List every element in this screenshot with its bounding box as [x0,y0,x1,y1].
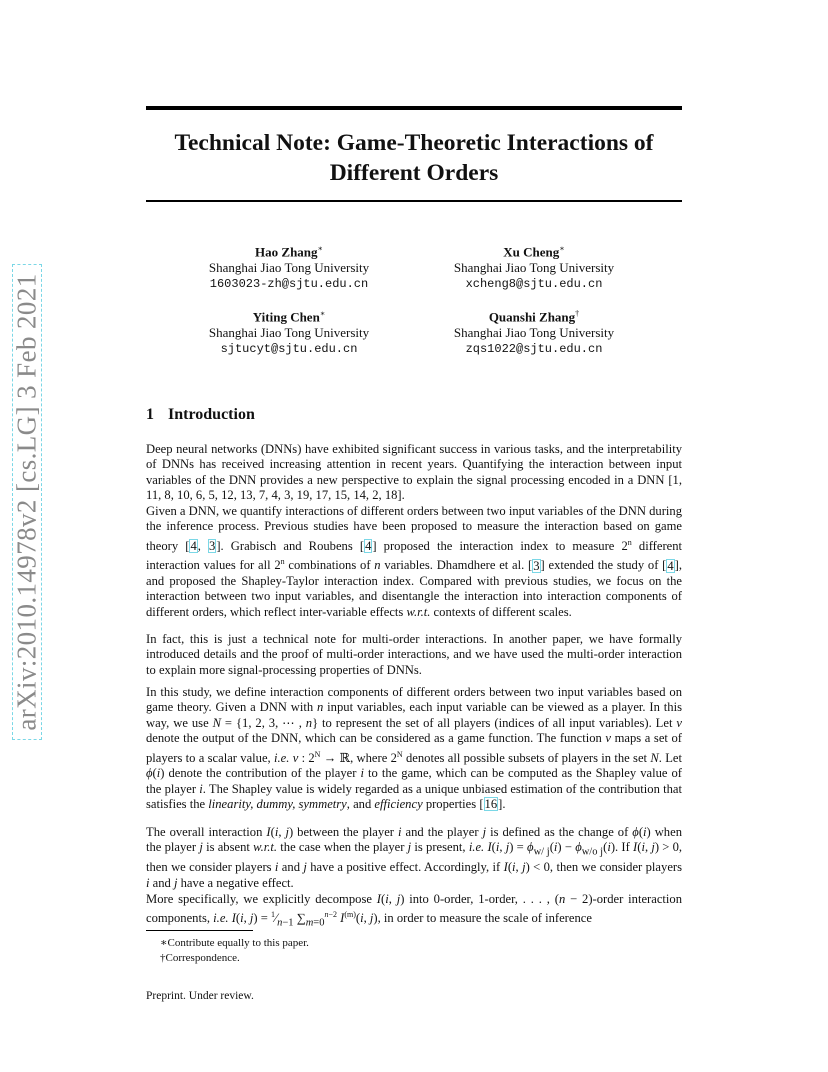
author-email[interactable]: xcheng8@sjtu.edu.cn [465,277,603,292]
author-name: Quanshi Zhang [488,309,576,325]
footnote-equal-contribution: ∗Contribute equally to this paper. [160,937,309,949]
author-affiliation: Shanghai Jiao Tong University [208,260,370,276]
preprint-notice: Preprint. Under review. [146,990,254,1002]
author-name: Hao Zhang [255,244,318,260]
author-name: Xu Cheng [503,244,560,260]
paragraph-interactions: Given a DNN, we quantify interactions of different orders between two input variables of the DNN during the inference process. Previous studies have been proposed to measure the interaction based on game theory [4, 3]. Grabisch and Roubens [4] proposed the interaction index to measure 2$^n$ different interaction values for all 2$^n$ combinations of n variables. Dhamdhere et al. [3] extended the study of [4], and proposed the Shapley-Taylor interaction index. Compared with previous studies, we focus on the interaction between two input variables, and disentangle the interaction into interaction components of different orders, which reflect inter-variable effects w.r.t. contexts of different scales. [146,504,683,619]
section-title: Introduction [168,406,255,423]
footnote-rule [146,930,253,931]
author-mark: † [575,309,580,318]
author-block [404,241,664,292]
author-email[interactable]: zqs1022@sjtu.edu.cn [465,342,603,357]
author-mark: ∗ [559,244,565,253]
author-name: Yiting Chen [252,309,320,325]
author-block [404,306,664,357]
paragraph-technical-note: In fact, this is just a technical note for multi-order interactions. In another paper, we have formally introduced details and the proof of multi-order interactions, and we have used the multi-order interaction to explain more signal-processing properties of DNNs. [146,632,682,677]
paragraph-overall-interaction: The overall interaction I(i, j) between the player i and the player j is defined as the change of ϕ(i) when the player j is absent w.r.t. the case when the player j is present, i.e. I(i, $j) = \phi_{w/ j}(i) - \phi_{w/o j}(i)$. If I(i, j) > 0, then we consider players i and j have a positive effect. Accordingly, if I(i, j) < 0, then we consider players i and j have a negative effect. [146,825,683,890]
author-mark: ∗ [319,309,326,318]
author-affiliation: Shanghai Jiao Tong University [453,260,615,276]
arxiv-sidebar-stamp[interactable] [8,264,46,740]
paragraph-intro: Deep neural networks (DNNs) have exhibited significant success in various tasks, and the interpretability of DNNs has received increasing attention in recent years. Quantifying the interaction between input variables of the DNN provides a new perspective to explain the signal processing encoded in a DNN [1, 11, 8, 10, 6, 5, 12, 13, 7, 4, 3, 19, 17, 15, 14, 2, 18]. [146,442,682,503]
section-number: 1 [146,406,154,423]
paragraph-decompose: More specifically, we explicitly decompose I(i, j) into 0-order, 1-order, . . . , (n − 2)-order interaction components, i.e. I(i, $j) = ^1⁄_{n-1}$ $\sum_{m=0}^{n-2}$ $I^{(m)}(i$, j), in order to measure the scale of inference [146,892,683,930]
author-affiliation: Shanghai Jiao Tong University [208,325,370,341]
arxiv-identifier: arXiv:2010.14978v2 [cs.LG] 3 Feb 2021 [11,273,42,731]
author-affiliation: Shanghai Jiao Tong University [453,325,615,341]
title-bottom-rule [146,200,682,202]
title-top-rule [146,106,682,110]
author-block [159,306,419,357]
section-heading [146,406,269,424]
author-email[interactable]: sjtucyt@sjtu.edu.cn [220,342,358,357]
author-mark: ∗ [317,244,323,253]
paper-title: Technical Note: Game-Theoretic Interactions of Different Orders [174,130,654,186]
paragraph-game-theory: In this study, we define interaction components of different orders between two input variables based on game theory. Given a DNN with n input variables, each input variable can be viewed as a player. In this way, we use N = {1, 2, 3, ⋯ , n} to represent the set of all players (indices of all input variables). Let v denote the output of the DNN, which can be considered as a game function. The function v maps a set of players to a scalar value, i.e. v : $2^N$ → ℝ, where $2^N$ denotes all possible subsets of players in the set N. Let ϕ(i) denote the contribution of the player i to the game, which can be computed as the Shapley value of the player i. The Shapley value is widely regarded as a unique unbiased estimation of the contribution that satisfies the linearity, dummy, symmetry, and efficiency properties [16]. [146,685,683,812]
author-email[interactable]: 1603023-zh@sjtu.edu.cn [209,277,369,292]
author-block [159,241,419,292]
footnote-correspondence: †Correspondence. [160,952,240,964]
